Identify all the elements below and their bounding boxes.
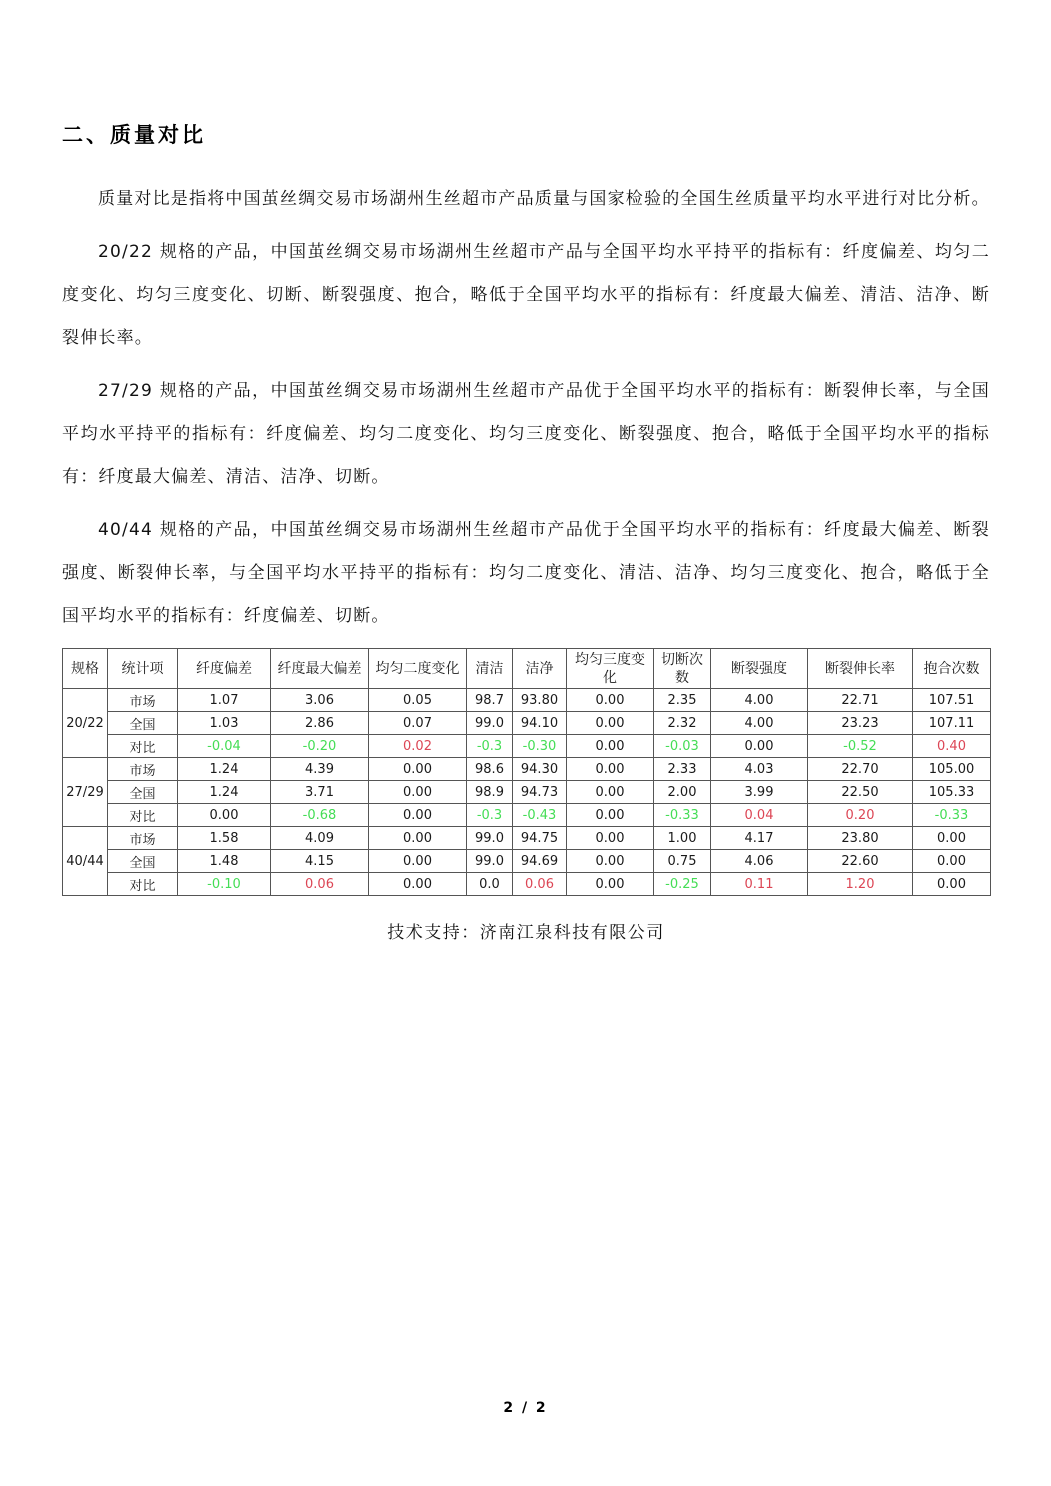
value-cell: 94.73 bbox=[513, 781, 567, 804]
value-cell: 22.60 bbox=[808, 850, 913, 873]
value-cell: 99.0 bbox=[467, 827, 513, 850]
spec-cell: 27/29 bbox=[63, 758, 108, 827]
value-cell: 23.23 bbox=[808, 712, 913, 735]
table-row bbox=[63, 735, 991, 758]
table-row bbox=[63, 850, 991, 873]
value-cell: 105.00 bbox=[913, 758, 991, 781]
stat-item-cell: 市场 bbox=[108, 827, 178, 850]
value-cell: 94.75 bbox=[513, 827, 567, 850]
value-cell: 3.06 bbox=[271, 689, 369, 712]
stat-item-cell: 全国 bbox=[108, 850, 178, 873]
value-cell: -0.20 bbox=[271, 735, 369, 758]
value-cell: 0.02 bbox=[369, 735, 467, 758]
value-cell: 0.06 bbox=[513, 873, 567, 896]
value-cell: 0.00 bbox=[711, 735, 808, 758]
column-header-7: 均匀三度变化 bbox=[567, 649, 654, 689]
value-cell: 0.00 bbox=[369, 758, 467, 781]
value-cell: 0.00 bbox=[567, 827, 654, 850]
value-cell: 3.99 bbox=[711, 781, 808, 804]
table-row bbox=[63, 873, 991, 896]
value-cell: 99.0 bbox=[467, 850, 513, 873]
table-row bbox=[63, 804, 991, 827]
table-row bbox=[63, 712, 991, 735]
table-body bbox=[63, 689, 991, 896]
value-cell: -0.10 bbox=[178, 873, 271, 896]
stat-item-cell: 全国 bbox=[108, 781, 178, 804]
value-cell: 0.00 bbox=[567, 712, 654, 735]
value-cell: -0.3 bbox=[467, 735, 513, 758]
value-cell: 0.00 bbox=[913, 873, 991, 896]
value-cell: 0.40 bbox=[913, 735, 991, 758]
stat-item-cell: 对比 bbox=[108, 873, 178, 896]
column-header-8: 切断次数 bbox=[654, 649, 711, 689]
value-cell: 22.50 bbox=[808, 781, 913, 804]
stat-item-cell: 全国 bbox=[108, 712, 178, 735]
value-cell: 1.48 bbox=[178, 850, 271, 873]
stat-item-cell: 对比 bbox=[108, 804, 178, 827]
value-cell: 0.00 bbox=[369, 804, 467, 827]
value-cell: 2.00 bbox=[654, 781, 711, 804]
value-cell: 1.03 bbox=[178, 712, 271, 735]
value-cell: 2.32 bbox=[654, 712, 711, 735]
value-cell: 107.51 bbox=[913, 689, 991, 712]
value-cell: 3.71 bbox=[271, 781, 369, 804]
table-row bbox=[63, 827, 991, 850]
value-cell: 4.00 bbox=[711, 712, 808, 735]
value-cell: 1.58 bbox=[178, 827, 271, 850]
column-header-3: 纤度最大偏差 bbox=[271, 649, 369, 689]
spec-cell: 20/22 bbox=[63, 689, 108, 758]
value-cell: 0.00 bbox=[369, 827, 467, 850]
value-cell: 0.00 bbox=[913, 827, 991, 850]
value-cell: 1.07 bbox=[178, 689, 271, 712]
value-cell: 2.35 bbox=[654, 689, 711, 712]
value-cell: 93.80 bbox=[513, 689, 567, 712]
value-cell: 0.00 bbox=[567, 689, 654, 712]
table-row bbox=[63, 781, 991, 804]
paragraph-2022: 20/22 规格的产品，中国茧丝绸交易市场湖州生丝超市产品与全国平均水平持平的指标有：纤度偏差、均匀二度变化、均匀三度变化、切断、断裂强度、抱合，略低于全国平均水平的指标有：纤度最大偏差、清洁、洁净、断裂伸长率。 bbox=[62, 242, 990, 348]
document-content bbox=[62, 123, 990, 943]
value-cell: -0.52 bbox=[808, 735, 913, 758]
value-cell: 1.24 bbox=[178, 781, 271, 804]
value-cell: 98.7 bbox=[467, 689, 513, 712]
table-row bbox=[63, 689, 991, 712]
value-cell: 4.03 bbox=[711, 758, 808, 781]
value-cell: 1.20 bbox=[808, 873, 913, 896]
value-cell: 23.80 bbox=[808, 827, 913, 850]
paragraph-2729: 27/29 规格的产品，中国茧丝绸交易市场湖州生丝超市产品优于全国平均水平的指标有：断裂伸长率，与全国平均水平持平的指标有：纤度偏差、均匀二度变化、均匀三度变化、断裂强度、抱合，略低于全国平均水平的指标有：纤度最大偏差、清洁、洁净、切断。 bbox=[62, 381, 990, 487]
value-cell: 0.04 bbox=[711, 804, 808, 827]
quality-comparison-table bbox=[62, 648, 991, 896]
value-cell: 0.00 bbox=[567, 804, 654, 827]
value-cell: 98.6 bbox=[467, 758, 513, 781]
value-cell: 105.33 bbox=[913, 781, 991, 804]
value-cell: 0.75 bbox=[654, 850, 711, 873]
value-cell: 0.00 bbox=[369, 873, 467, 896]
value-cell: 0.00 bbox=[567, 758, 654, 781]
value-cell: 4.00 bbox=[711, 689, 808, 712]
value-cell: -0.3 bbox=[467, 804, 513, 827]
paragraph-4044: 40/44 规格的产品，中国茧丝绸交易市场湖州生丝超市产品优于全国平均水平的指标有：纤度最大偏差、断裂强度、断裂伸长率，与全国平均水平持平的指标有：均匀二度变化、清洁、洁净、均匀三度变化、抱合，略低于全国平均水平的指标有：纤度偏差、切断。 bbox=[62, 520, 990, 626]
table-row bbox=[63, 758, 991, 781]
value-cell: 94.69 bbox=[513, 850, 567, 873]
value-cell: 0.00 bbox=[369, 781, 467, 804]
stat-item-cell: 市场 bbox=[108, 689, 178, 712]
paragraph-intro: 质量对比是指将中国茧丝绸交易市场湖州生丝超市产品质量与国家检验的全国生丝质量平均水平进行对比分析。 bbox=[98, 189, 990, 209]
value-cell: 4.17 bbox=[711, 827, 808, 850]
value-cell: 0.00 bbox=[567, 873, 654, 896]
stat-item-cell: 市场 bbox=[108, 758, 178, 781]
value-cell: 4.39 bbox=[271, 758, 369, 781]
value-cell: -0.25 bbox=[654, 873, 711, 896]
page-number: 2 / 2 bbox=[503, 1400, 548, 1416]
value-cell: 0.00 bbox=[178, 804, 271, 827]
value-cell: 0.00 bbox=[369, 850, 467, 873]
value-cell: 0.00 bbox=[567, 735, 654, 758]
stat-item-cell: 对比 bbox=[108, 735, 178, 758]
value-cell: -0.03 bbox=[654, 735, 711, 758]
value-cell: 1.24 bbox=[178, 758, 271, 781]
value-cell: 2.86 bbox=[271, 712, 369, 735]
column-header-5: 清洁 bbox=[467, 649, 513, 689]
value-cell: -0.43 bbox=[513, 804, 567, 827]
value-cell: 98.9 bbox=[467, 781, 513, 804]
value-cell: 99.0 bbox=[467, 712, 513, 735]
value-cell: 1.00 bbox=[654, 827, 711, 850]
value-cell: -0.33 bbox=[654, 804, 711, 827]
value-cell: 0.11 bbox=[711, 873, 808, 896]
value-cell: 22.71 bbox=[808, 689, 913, 712]
value-cell: -0.04 bbox=[178, 735, 271, 758]
value-cell: 4.06 bbox=[711, 850, 808, 873]
column-header-11: 抱合次数 bbox=[913, 649, 991, 689]
value-cell: 4.15 bbox=[271, 850, 369, 873]
value-cell: 0.00 bbox=[913, 850, 991, 873]
section-heading: 二、质量对比 bbox=[62, 123, 206, 147]
column-header-10: 断裂伸长率 bbox=[808, 649, 913, 689]
value-cell: -0.30 bbox=[513, 735, 567, 758]
spec-cell: 40/44 bbox=[63, 827, 108, 896]
body-paragraphs bbox=[62, 178, 990, 638]
value-cell: 0.0 bbox=[467, 873, 513, 896]
column-header-2: 纤度偏差 bbox=[178, 649, 271, 689]
value-cell: 2.33 bbox=[654, 758, 711, 781]
value-cell: -0.33 bbox=[913, 804, 991, 827]
value-cell: 4.09 bbox=[271, 827, 369, 850]
support-line: 技术支持：济南江泉科技有限公司 bbox=[387, 923, 665, 943]
value-cell: 0.00 bbox=[567, 850, 654, 873]
value-cell: 94.30 bbox=[513, 758, 567, 781]
column-header-9: 断裂强度 bbox=[711, 649, 808, 689]
value-cell: 0.07 bbox=[369, 712, 467, 735]
value-cell: 0.00 bbox=[567, 781, 654, 804]
column-header-6: 洁净 bbox=[513, 649, 567, 689]
value-cell: 94.10 bbox=[513, 712, 567, 735]
value-cell: 22.70 bbox=[808, 758, 913, 781]
column-header-1: 统计项 bbox=[108, 649, 178, 689]
value-cell: 0.20 bbox=[808, 804, 913, 827]
table-head-row bbox=[63, 649, 991, 689]
value-cell: 0.06 bbox=[271, 873, 369, 896]
value-cell: -0.68 bbox=[271, 804, 369, 827]
column-header-0: 规格 bbox=[63, 649, 108, 689]
column-header-4: 均匀二度变化 bbox=[369, 649, 467, 689]
value-cell: 107.11 bbox=[913, 712, 991, 735]
value-cell: 0.05 bbox=[369, 689, 467, 712]
